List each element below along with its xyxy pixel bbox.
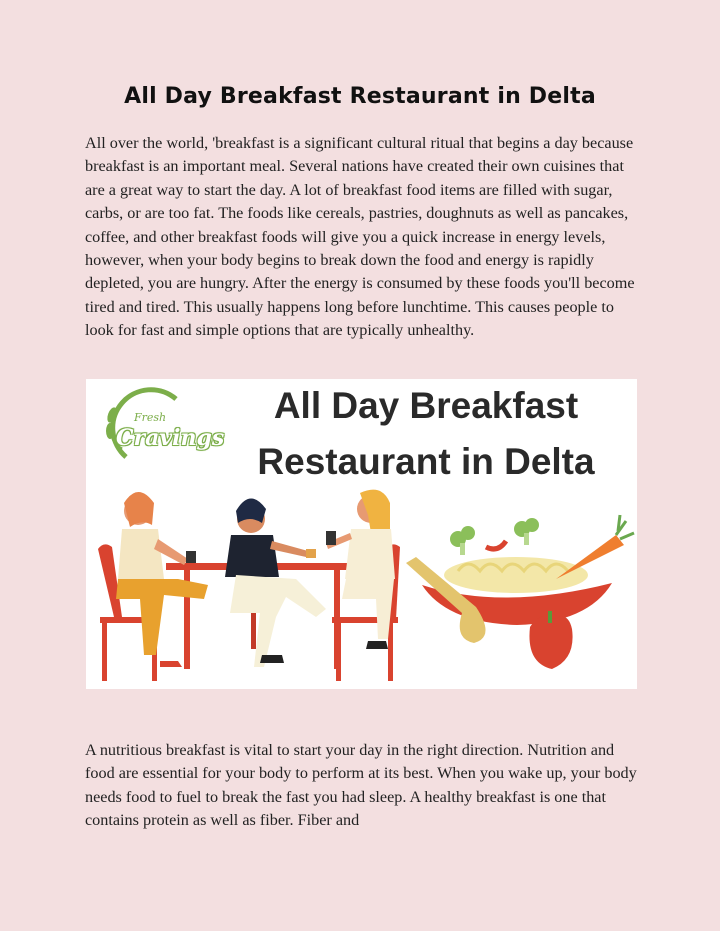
logo-main-text: Cravings: [116, 425, 225, 451]
nutrition-paragraph: A nutritious breakfast is vital to start your day in the right direction. Nutrition and food are essential for your body to perform at its best. When you wake up, your body needs food to fuel to break the fast you had sleep. A healthy breakfast is one that contains protein as well as fiber. Fiber and: [85, 741, 637, 830]
carrot-leaves: [616, 515, 634, 539]
carrot: [556, 535, 624, 579]
woman-middle: [225, 498, 326, 667]
hero-image: [86, 379, 637, 689]
breakfast-illustration: [86, 379, 637, 689]
chili: [486, 541, 506, 549]
logo-small-text: Fresh: [134, 411, 167, 424]
page-title: All Day Breakfast Restaurant in Delta: [124, 84, 596, 109]
hero-title-line2: Restaurant in Delta: [257, 441, 595, 482]
intro-paragraph: All over the world, 'breakfast is a significant cultural ritual that begins a day because breakfast is an important meal. Several nations have created their own cuisines that are a great way to start the day. A lot of breakfast food items are filled with sugar, carbs, or are too fat. The foods like cereals, pastries, doughnuts as well as pancakes, coffee, and other breakfast foods will give you a quick increase in energy levels, however, when your body begins to break down the food and energy is rapidly depleted, you are hungry. After the energy is consumed by these foods you'll become tired and tired. This usually happens long before lunchtime. This causes people to look for fast and simple options that are typically unhealthy.: [85, 134, 635, 340]
hero-title-line1: All Day Breakfast: [273, 385, 579, 426]
woman-left: [116, 492, 208, 667]
